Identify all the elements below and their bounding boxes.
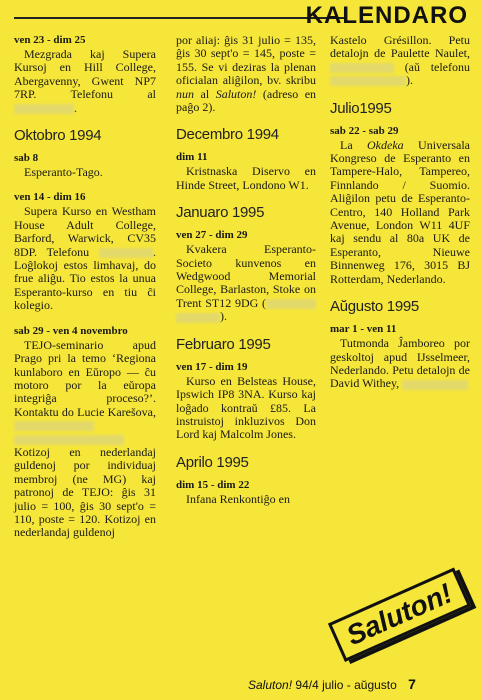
page-number: 7: [408, 676, 416, 692]
event-text: Kvakera Esperanto-Societo kunvenos en Wedgwood Memorial College, Barlaston, Stoke on Trent ST12 9DG ( ).: [176, 242, 316, 324]
event-date: ven 14 - dim 16: [14, 191, 86, 204]
footer-publication: Saluton!: [248, 678, 293, 692]
event-text: Supera Kurso en Westham House Adult College, Barford, Warwick, CV35 8DP. Telefonu . Loĝlokoj estos limhavaj, do frue aliĝu. Tio estos la unua Esperanto-kurso en tiu ĉi kolegio.: [14, 204, 156, 313]
event-date: dim 15 - dim 22: [176, 478, 250, 491]
page-footer: [248, 676, 416, 692]
month-heading: Aprilo 1995: [176, 453, 249, 471]
redacted-phone: [330, 76, 406, 86]
header-rule: [14, 17, 344, 19]
event-date: ven 27 - dim 29: [176, 229, 248, 242]
event-text: Kastelo Grésillon. Petu detalojn de Paulette Naulet, (aŭ telefonu ).: [330, 33, 471, 88]
column-2: [176, 34, 316, 518]
month-heading: Oktobro 1994: [14, 127, 102, 145]
redacted-phone: [330, 63, 394, 73]
event-text: La Okdeka Universala Kongreso de Esperanto en Tampere-Halo, Tampereo, Finnlando / Suomio. Aliĝilon petu de Esperanto-Centro, 140 Holland Park Avenue, London W11 4UF kaj sendu al 80a UK de Esperanto, Nieuwe Binnenweg 176, 3015 BJ Rotterdam, Nederlando.: [330, 137, 471, 286]
redacted-phone: [99, 248, 153, 258]
redacted-phone: [266, 299, 316, 309]
redacted-phone: [176, 313, 220, 323]
column-3: [330, 34, 470, 403]
event-text: Esperanto-Tago.: [24, 165, 103, 180]
event-text: Infana Renkontiĝo en: [186, 491, 290, 506]
event-date: mar 1 - ven 11: [330, 323, 397, 336]
redacted-address: [14, 435, 124, 445]
month-heading: Januaro 1995: [176, 204, 265, 222]
column-1: [14, 34, 156, 552]
event-text: Tutmonda Ĵamboreo por geskoltoj apud IJsselmeer, Nederlando. Petu detalojn de David Withey,: [330, 336, 470, 391]
month-heading: Julio1995: [330, 99, 392, 117]
event-text: Kurso en Belsteas House, Ipswich IP8 3NA. Kurso kaj loĝado kontraŭ £85. La instruistoj inkluzivos Don Lord kaj Malcolm Jones.: [176, 373, 316, 442]
event-text: por aliaj: ĝis 31 julio = 135, ĝis 30 sept'o = 145, poste = 155. Se vi deziras la plenan oficialan aliĝilon, bv. skribu nun al Saluton! (adreso en paĝo 2).: [176, 33, 317, 115]
redacted-phone: [402, 380, 468, 390]
month-heading: Aŭgusto 1995: [330, 298, 419, 316]
redacted-phone: [14, 104, 74, 114]
month-heading: Decembro 1994: [176, 126, 279, 144]
month-heading: Februaro 1995: [176, 335, 271, 353]
saluton-logo: Saluton!: [328, 568, 471, 662]
redacted-address: [14, 421, 94, 431]
event-date: sab 29 - ven 4 novembro: [14, 324, 128, 337]
footer-months: julio - aŭgusto: [322, 678, 397, 692]
event-text: Kristnaska Diservo en Hinde Street, Londono W1.: [176, 164, 316, 192]
event-date: sab 8: [14, 152, 39, 165]
page-title: KALENDARO: [305, 2, 468, 29]
event-date: ven 23 - dim 25: [14, 34, 86, 46]
event-text: TEJO-seminario apud Prago pri la temo ‘Regiona kunlaboro en Eŭropo — ĉu motoro por la eŭropa integriĝa proceso?’. Kontaktu do Lucie Karešova, Kotizoj en nederlandaj guldenoj por individuaj membroj (ne MG) kaj patronoj de TEJO: ĝis 31 julio = 100, ĝis 30 sept'o = 110, poste = 120. Kotizoj en nederlandaj guldenoj: [14, 337, 156, 540]
event-date: dim 11: [176, 151, 208, 164]
event-date: ven 17 - dim 19: [176, 360, 248, 373]
event-date: sab 22 - sab 29: [330, 124, 399, 137]
footer-issue: 94/4: [295, 678, 319, 692]
event-text: Mezgrada kaj Supera Kursoj en Hill College, Abergavenny, Gwent NP7 7RP. Telefonu al .: [14, 47, 156, 115]
